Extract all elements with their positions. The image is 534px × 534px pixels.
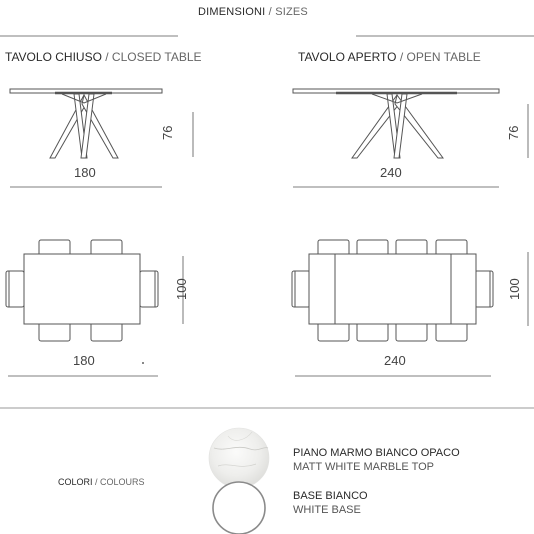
marble-top-name-en: MATT WHITE MARBLE TOP <box>293 461 434 473</box>
title-sep: / <box>265 6 276 18</box>
open-plan-width-value: 240 <box>384 353 406 368</box>
open-height-value: 76 <box>506 125 521 140</box>
chair <box>91 322 122 341</box>
open-elevation <box>293 89 528 187</box>
closed-plan-width-value: 180 <box>73 353 95 368</box>
chair <box>39 322 70 341</box>
open-depth-value: 100 <box>507 278 522 300</box>
white-base-name-en: WHITE BASE <box>293 504 361 516</box>
open-plan <box>292 240 528 376</box>
white-base-swatch <box>213 482 265 534</box>
marble-swatch <box>209 428 269 488</box>
closed-width-value: 180 <box>74 165 96 180</box>
white-base-name-it: BASE BIANCO <box>293 490 368 502</box>
chair <box>318 322 349 341</box>
closed-plan-top <box>24 254 140 324</box>
chair <box>357 322 388 341</box>
chair <box>396 322 427 341</box>
closed-depth-value: 100 <box>174 278 189 300</box>
title-en: SIZES <box>275 6 308 18</box>
open-width-value: 240 <box>380 165 402 180</box>
closed-table-label: TAVOLO CHIUSO / CLOSED TABLE <box>5 50 202 64</box>
open-table-label: TAVOLO APERTO / OPEN TABLE <box>298 50 481 64</box>
marble-top-legend <box>293 446 460 474</box>
white-base-legend <box>293 489 368 517</box>
chair <box>436 322 467 341</box>
colours-label: COLORI / COLOURS <box>58 477 145 487</box>
marble-top-name-it: PIANO MARMO BIANCO OPACO <box>293 447 460 459</box>
title-it: DIMENSIONI <box>198 6 266 18</box>
closed-height-value: 76 <box>160 125 175 140</box>
